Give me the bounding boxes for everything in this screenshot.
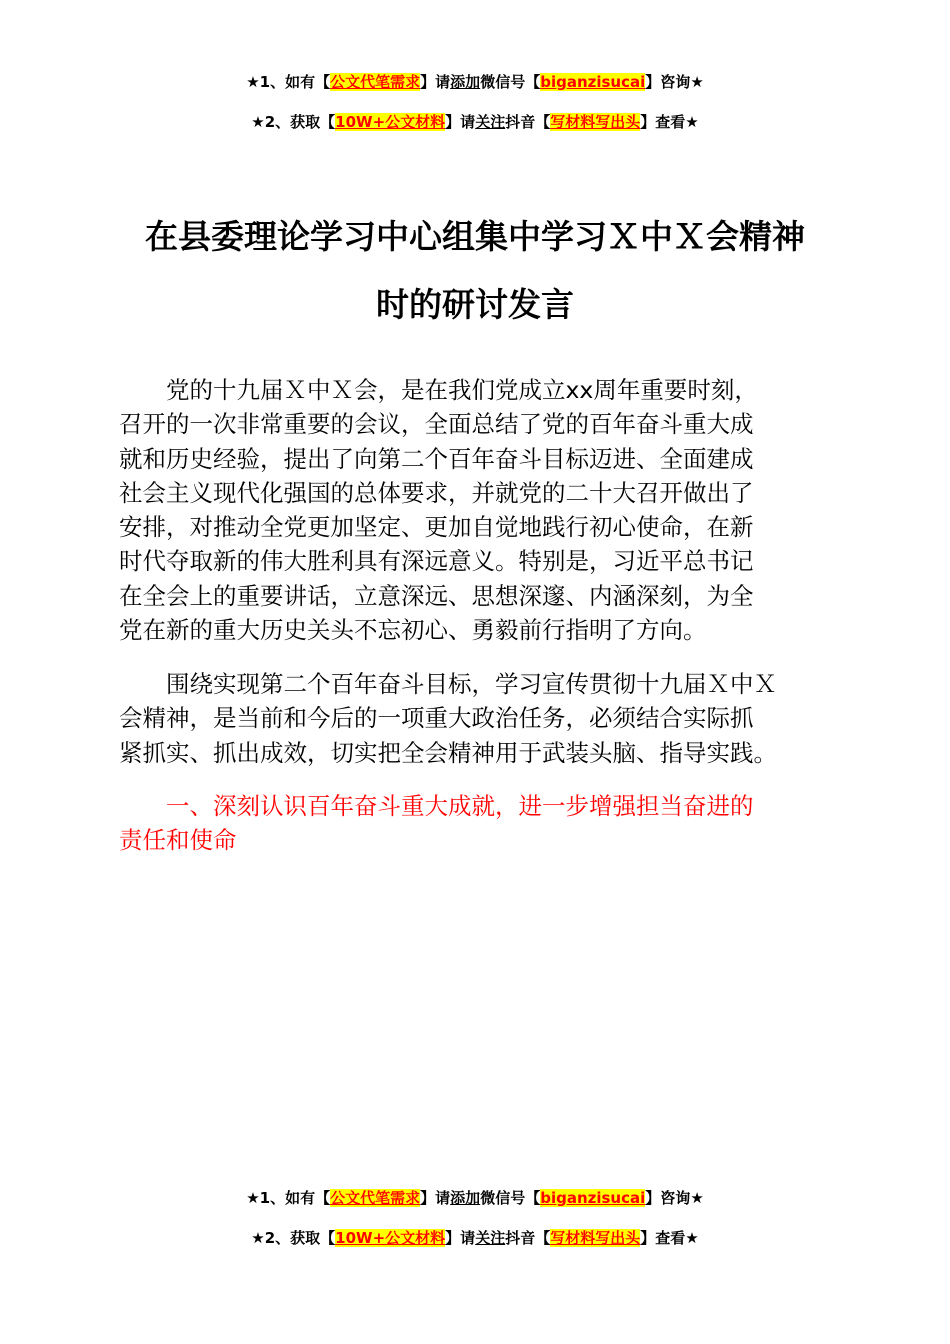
bracket: 】 [640, 1229, 656, 1247]
heading-line: 一、深刻认识百年奋斗重大成就，进一步增强担当奋进的 [166, 792, 754, 820]
bracket: 【 [320, 113, 336, 131]
banner-text: 请 [460, 1229, 476, 1247]
bracket: 【 [315, 73, 331, 91]
top-banner-line-2 [0, 111, 950, 133]
banner-text: 微信号 [480, 73, 526, 91]
bracket: 【 [525, 73, 541, 91]
banner-text: 请 [460, 113, 476, 131]
document-title-line-1: 在县委理论学习中心组集中学习Ｘ中Ｘ会精神 [145, 217, 805, 256]
heading-line: 责任和使命 [119, 826, 237, 855]
service-highlight: 公文代笔需求 [330, 73, 421, 91]
paragraph-line: 就和历史经验，提出了向第二个百年奋斗目标迈进、全面建成 [119, 444, 754, 473]
bracket: 】 [640, 113, 656, 131]
body-paragraph-1 [119, 373, 833, 647]
section-heading-1 [119, 789, 833, 858]
document-title-line-2: 时的研讨发言 [376, 285, 574, 324]
banner-emphasis: 添加 [450, 73, 481, 91]
banner-text: 1、如有 [259, 73, 316, 91]
paragraph-line: 安排，对推动全党更加坚定、更加自觉地践行初心使命，在新 [119, 513, 754, 542]
paragraph-line: 党的十九届Ｘ中Ｘ会，是在我们党成立xx周年重要时刻， [166, 376, 758, 404]
paragraph-line: 召开的一次非常重要的会议，全面总结了党的百年奋斗重大成 [119, 410, 754, 439]
bottom-banner-line-2 [0, 1227, 950, 1249]
star-icon: ★ [685, 1229, 699, 1247]
paragraph-line: 围绕实现第二个百年奋斗目标，学习宣传贯彻十九届Ｘ中Ｘ [166, 670, 777, 698]
materials-highlight: 10W+公文材料 [335, 113, 446, 131]
paragraph-line: 时代夺取新的伟大胜利具有深远意义。特别是，习近平总书记 [119, 547, 754, 576]
materials-highlight: 10W+公文材料 [335, 1229, 446, 1247]
paragraph-line: 在全会上的重要讲话，立意深远、思想深邃、内涵深刻，为全 [119, 581, 754, 610]
top-banner-line-1 [0, 71, 950, 93]
bracket: 【 [320, 1229, 336, 1247]
paragraph-line: 紧抓实、抓出成效，切实把全会精神用于武装头脑、指导实践。 [119, 738, 777, 767]
banner-emphasis: 关注 [475, 113, 506, 131]
banner-text: 请 [435, 1189, 451, 1207]
star-icon: ★ [246, 73, 260, 91]
paragraph-line: 会精神，是当前和今后的一项重大政治任务，必须结合实际抓 [119, 704, 754, 733]
banner-text: 1、如有 [259, 1189, 316, 1207]
banner-text: 查看 [655, 1229, 686, 1247]
bracket: 】 [645, 73, 661, 91]
banner-emphasis: 添加 [450, 1189, 481, 1207]
douyin-highlight: 写材料写出头 [550, 1229, 641, 1247]
star-icon: ★ [690, 73, 704, 91]
bracket: 【 [535, 1229, 551, 1247]
wechat-id-highlight: biganzisucai [540, 73, 646, 91]
bracket: 】 [420, 73, 436, 91]
wechat-id-highlight: biganzisucai [540, 1189, 646, 1207]
banner-emphasis: 关注 [475, 1229, 506, 1247]
service-highlight: 公文代笔需求 [330, 1189, 421, 1207]
bracket: 】 [445, 1229, 461, 1247]
banner-text: 咨询 [660, 1189, 691, 1207]
bracket: 【 [535, 113, 551, 131]
banner-text: 咨询 [660, 73, 691, 91]
star-icon: ★ [685, 113, 699, 131]
star-icon: ★ [246, 1189, 260, 1207]
bottom-banner-line-1 [0, 1187, 950, 1209]
banner-text: 查看 [655, 113, 686, 131]
bracket: 】 [645, 1189, 661, 1207]
bracket: 【 [525, 1189, 541, 1207]
body-paragraph-2 [119, 667, 833, 770]
star-icon: ★ [251, 113, 265, 131]
star-icon: ★ [690, 1189, 704, 1207]
banner-text: 2、获取 [264, 1229, 321, 1247]
star-icon: ★ [251, 1229, 265, 1247]
banner-text: 微信号 [480, 1189, 526, 1207]
banner-text: 抖音 [505, 113, 536, 131]
douyin-highlight: 写材料写出头 [550, 113, 641, 131]
paragraph-line: 党在新的重大历史关头不忘初心、勇毅前行指明了方向。 [119, 616, 707, 645]
paragraph-line: 社会主义现代化强国的总体要求，并就党的二十大召开做出了 [119, 478, 754, 507]
banner-text: 2、获取 [264, 113, 321, 131]
banner-text: 抖音 [505, 1229, 536, 1247]
bracket: 】 [420, 1189, 436, 1207]
bracket: 】 [445, 113, 461, 131]
banner-text: 请 [435, 73, 451, 91]
bracket: 【 [315, 1189, 331, 1207]
